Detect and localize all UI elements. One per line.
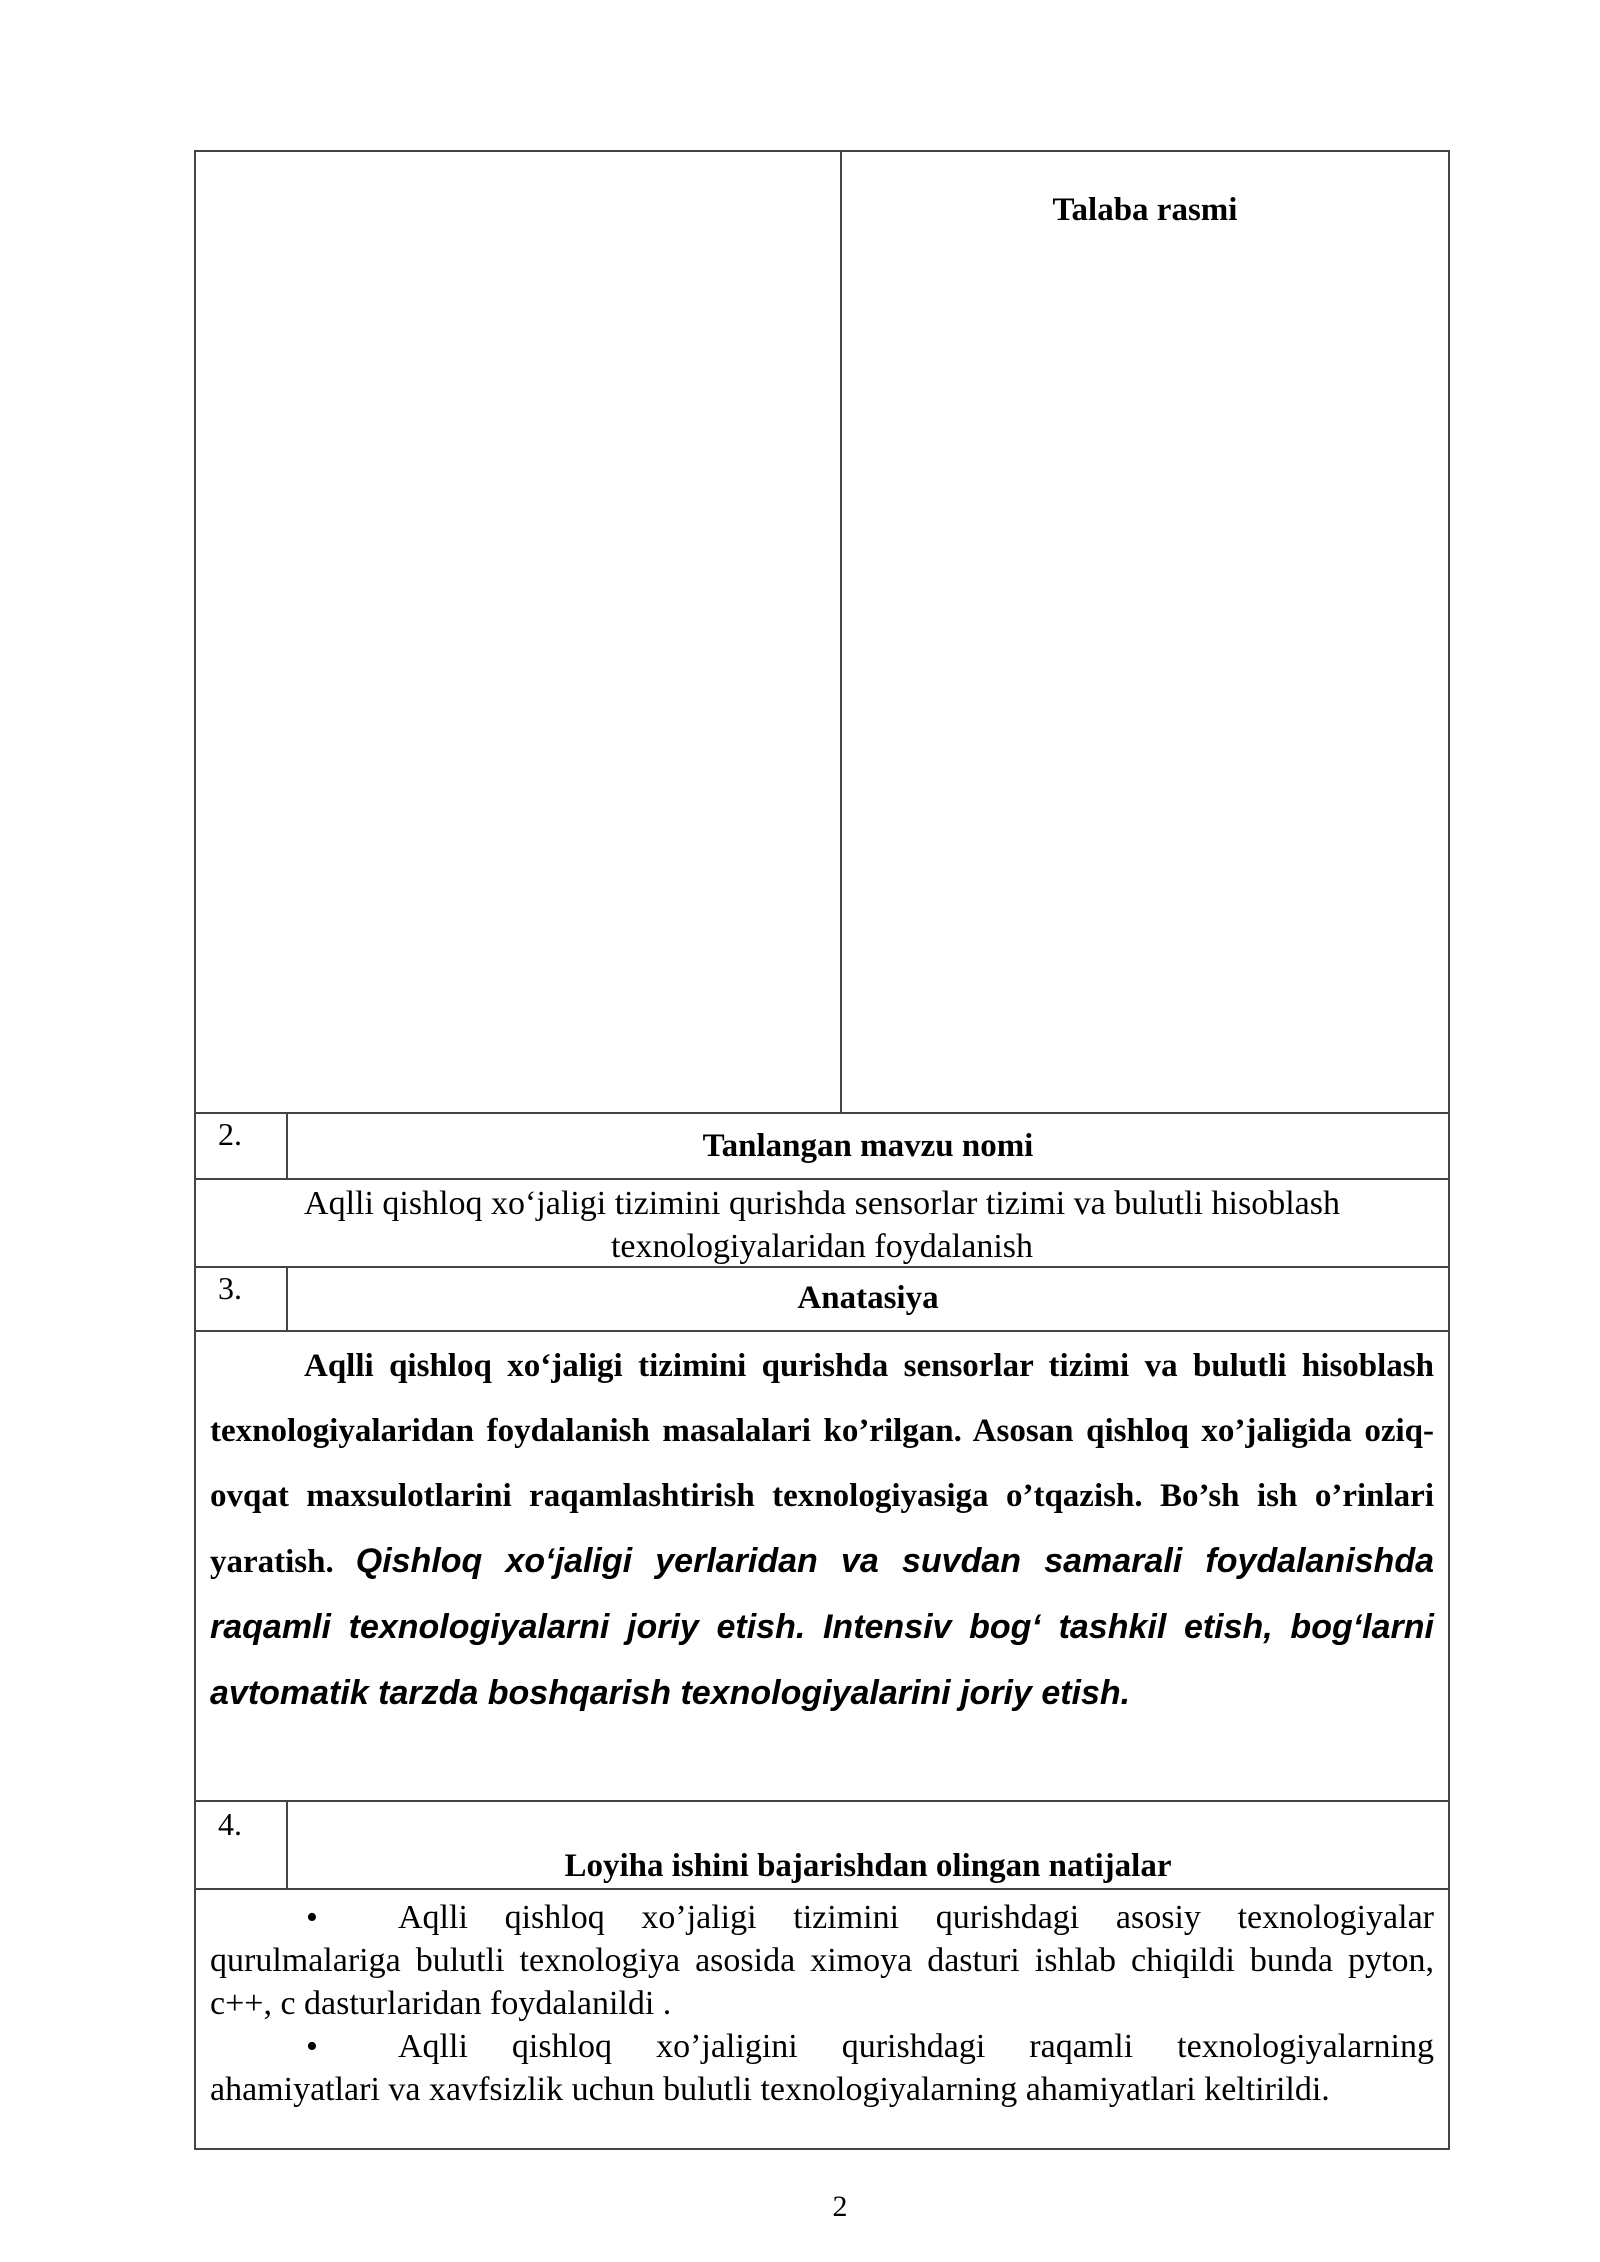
photo-row [194, 150, 1450, 1112]
results-cell [194, 1888, 1450, 2150]
form-table [194, 150, 1450, 2150]
abstract-italic-text: Qishloq xo‘jaligi yerlaridan va suvdan samarali foydalanishda raqamli texnologiyalarni joriy etish. Intensiv bog‘ tashkil etish, bog‘larni avtomatik tarzda boshqarish texnologiyalarini joriy etish. [210, 1542, 1435, 1712]
section-4-header [194, 1800, 1450, 1888]
section-number: 2. [196, 1114, 288, 1178]
student-photo-cell [842, 152, 1448, 1112]
bullet-icon: • [306, 2028, 318, 2065]
section-number: 3. [196, 1268, 288, 1330]
section-3-header [194, 1266, 1450, 1330]
abstract-cell [194, 1330, 1450, 1800]
abstract-bold-text: Aqlli qishloq xo‘jaligi tizimini qurishda sensorlar tizimi va bulutli hisoblash texnologiyalaridan foydalanish masalalari ko’rilgan. Asosan qishloq xo’jaligida oziq-ovqat maxsulotlarini raqamlashtirish texnologiyasiga o’tqazish. Bo’sh ish o’rinlari yaratish. [210, 1348, 1434, 1580]
section-title: Anatasiya [797, 1280, 939, 1316]
list-item [210, 2025, 1434, 2111]
list-item [210, 1896, 1434, 2025]
section-title: Tanlangan mavzu nomi [702, 1128, 1034, 1164]
section-2-header [194, 1112, 1450, 1178]
page-number: 2 [832, 2190, 848, 2223]
section-title: Loyiha ishini bajarishdan olingan natijalar [564, 1848, 1172, 1884]
student-photo-caption: Talaba rasmi [1052, 192, 1238, 228]
section-number: 4. [196, 1802, 288, 1888]
topic-text: Aqlli qishloq xo‘jaligi tizimini qurishda sensorlar tizimi va bulutli hisoblash texnologiyalaridan foydalanish [194, 1178, 1450, 1266]
list-item-text: Aqlli qishloq xo’jaligini qurishdagi raqamli texnologiyalarning ahamiyatlari va xavfsizlik uchun bulutli texnologiyalarning ahamiyatlari keltirildi. [210, 2028, 1434, 2108]
bullet-icon: • [306, 1899, 318, 1936]
list-item-text: Aqlli qishloq xo’jaligi tizimini qurishdagi asosiy texnologiyalar qurulmalariga bulutli texnologiya asosida ximoya dasturi ishlab chiqildi bunda pyton, c++, c dasturlaridan foydalanildi . [210, 1899, 1434, 2022]
abstract-paragraph [210, 1334, 1434, 1727]
blank-cell [196, 152, 842, 1112]
